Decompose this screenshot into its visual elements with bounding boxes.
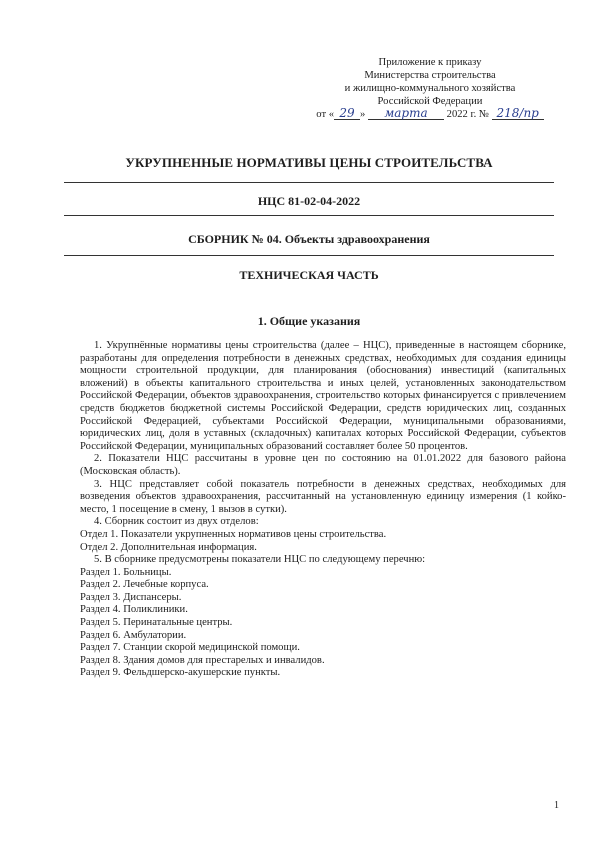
section-list-item: Раздел 3. Диспансеры. (80, 591, 182, 603)
divider-2 (64, 215, 554, 216)
handwritten-day: 29 (334, 108, 360, 120)
page-number: 1 (554, 800, 559, 811)
handwritten-month: марта (368, 108, 444, 120)
paragraph-2: 2. Показатели НЦС рассчитаны в уровне цен по состоянию на 01.01.2022 для базового района (Московская область). (80, 453, 566, 477)
technical-part-title: ТЕХНИЧЕСКАЯ ЧАСТЬ (239, 268, 379, 282)
divider-1 (64, 182, 554, 183)
section-list-item: Раздел 5. Перинатальные центры. (80, 617, 233, 629)
section-list-item: Раздел 7. Станции скорой медицинской помощи. (80, 642, 300, 654)
date-year: 2022 г. № (446, 109, 490, 120)
handwritten-order-number: 218/пр (492, 108, 544, 120)
paragraph-3: 3. НЦС представляет собой показатель потребности в денежных средствах, необходимых для возведения объектов здравоохранения, рассчитанный на установленную единицу измерения (1 койко-место, 1 посещение в смену, 1 вызов в сутки). (80, 478, 566, 515)
department-1: Отдел 1. Показатели укрупненных нормативов цены строительства. (80, 528, 387, 540)
annex-line-1: Приложение к приказу (378, 57, 482, 68)
annex-date-line (300, 108, 560, 121)
norm-code-title: НЦС 81-02-04-2022 (257, 194, 361, 208)
section-list-item: Раздел 6. Амбулатории. (80, 629, 187, 641)
date-day-close: » (360, 109, 366, 120)
document-body (80, 340, 566, 680)
paragraph-4: 4. Сборник состоит из двух отделов: (94, 516, 259, 528)
annex-line-4: Российской Федерации (377, 96, 483, 107)
divider-3 (64, 255, 554, 256)
general-provisions-heading: 1. Общие указания (257, 314, 361, 328)
date-prefix: от « (316, 109, 335, 120)
section-list-item: Раздел 2. Лечебные корпуса. (80, 579, 209, 591)
order-annex-block (300, 56, 560, 121)
collection-title: СБОРНИК № 04. Объекты здравоохранения (188, 232, 430, 246)
annex-line-3: и жилищно-коммунального хозяйства (344, 83, 516, 94)
section-list-item: Раздел 9. Фельдшерско-акушерские пункты. (80, 667, 281, 679)
section-list-item: Раздел 1. Больницы. (80, 566, 172, 578)
section-list-item: Раздел 8. Здания домов для престарелых и инвалидов. (80, 654, 325, 666)
section-list-item: Раздел 4. Поликлиники. (80, 604, 188, 616)
paragraph-1: 1. Укрупнённые нормативы цены строительства (далее – НЦС), приведенные в настоящем сборнике, разработаны для определения потребности в денежных средствах, необходимых для создания единицы мощности строительной продукции, для планирования (обоснования) инвестиций (капитальных вложений) в объекты капитального строительства и иных целей, установленных законодательством Российской Федерации, объектов здравоохранения, строительство которых финансируется с привлечением средств бюджетов бюджетной системы Российской Федерации, средств юридических лиц, созданных Российской Федерацией, субъектами Российской Федерации, муниципальными образованиями, юридических лиц, доля в уставных (складочных) капиталах которых Российской Федерации, субъектов Российской Федерации, муниципальных образований составляет более 50 процентов. (80, 340, 566, 452)
department-2: Отдел 2. Дополнительная информация. (80, 541, 257, 553)
document-main-title: УКРУПНЕННЫЕ НОРМАТИВЫ ЦЕНЫ СТРОИТЕЛЬСТВА (125, 155, 493, 170)
paragraph-5: 5. В сборнике предусмотрены показатели НЦС по следующему перечню: (94, 554, 426, 566)
annex-line-2: Министерства строительства (364, 70, 496, 81)
